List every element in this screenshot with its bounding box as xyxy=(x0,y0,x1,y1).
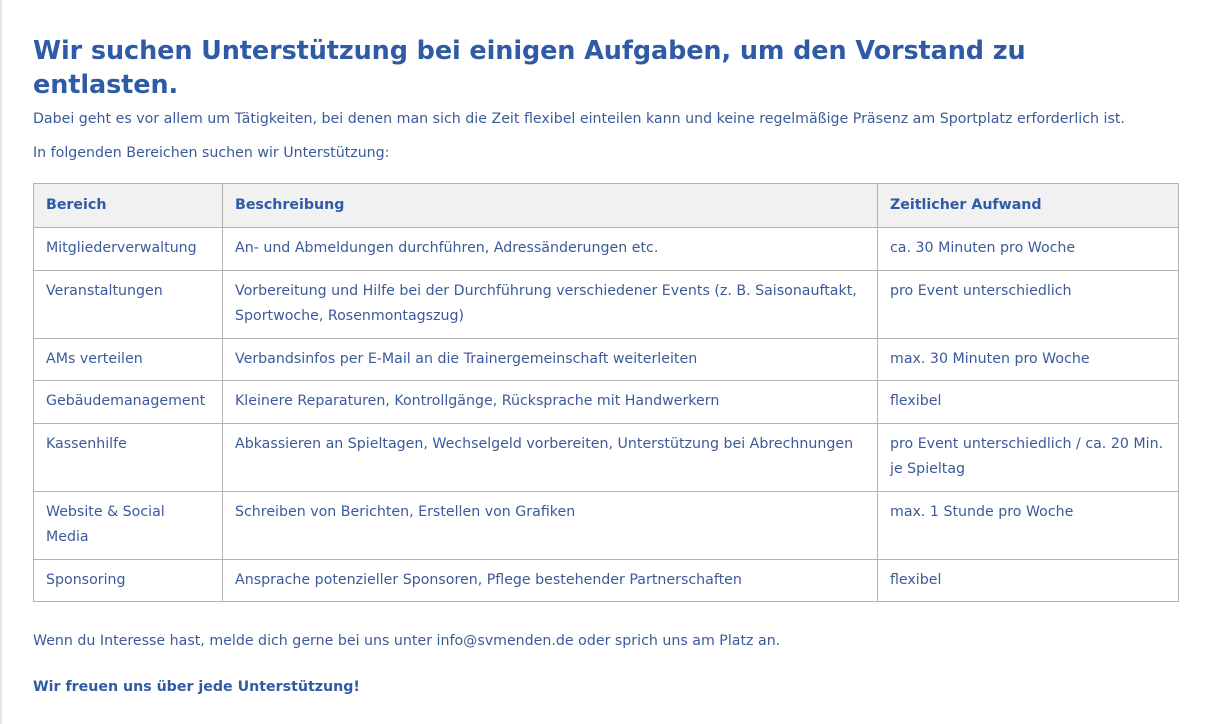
cell-beschreibung: Vorbereitung und Hilfe bei der Durchführung verschiedener Events (z. B. Saisonauftakt, Sportwoche, Rosenmontagszug) xyxy=(223,270,878,338)
lead-text: In folgenden Bereichen suchen wir Unterstützung: xyxy=(33,145,390,161)
cell-beschreibung: Ansprache potenzieller Sponsoren, Pflege bestehender Partnerschaften xyxy=(223,559,878,602)
header-bereich: Bereich xyxy=(34,184,223,228)
table-row xyxy=(34,381,1179,424)
header-beschreibung: Beschreibung xyxy=(223,184,878,228)
cell-bereich: Kassenhilfe xyxy=(34,423,223,491)
cell-bereich: Veranstaltungen xyxy=(34,270,223,338)
tasks-table xyxy=(33,183,1179,602)
cell-aufwand: flexibel xyxy=(878,381,1179,424)
left-border xyxy=(0,0,2,724)
table-row xyxy=(34,338,1179,381)
thanks-text: Wir freuen uns über jede Unterstützung! xyxy=(33,679,360,695)
table-row xyxy=(34,270,1179,338)
page-title: Wir suchen Unterstützung bei einigen Aufgaben, um den Vorstand zu entlasten. xyxy=(33,36,1026,100)
header-aufwand: Zeitlicher Aufwand xyxy=(878,184,1179,228)
cell-bereich: Gebäudemanagement xyxy=(34,381,223,424)
cell-aufwand: flexibel xyxy=(878,559,1179,602)
cell-beschreibung: Schreiben von Berichten, Erstellen von Grafiken xyxy=(223,491,878,559)
page-content xyxy=(33,34,1179,697)
cell-bereich: Mitgliederverwaltung xyxy=(34,228,223,271)
cell-beschreibung: An- und Abmeldungen durchführen, Adressänderungen etc. xyxy=(223,228,878,271)
cell-aufwand: max. 30 Minuten pro Woche xyxy=(878,338,1179,381)
cell-aufwand: ca. 30 Minuten pro Woche xyxy=(878,228,1179,271)
cell-bereich: Sponsoring xyxy=(34,559,223,602)
table-row xyxy=(34,228,1179,271)
intro-text: Dabei geht es vor allem um Tätigkeiten, bei denen man sich die Zeit flexibel einteilen kann und keine regelmäßige Präsenz am Sportplatz erforderlich ist. xyxy=(33,111,1125,127)
cell-aufwand: pro Event unterschiedlich xyxy=(878,270,1179,338)
cell-bereich: Website & Social Media xyxy=(34,491,223,559)
cell-beschreibung: Verbandsinfos per E-Mail an die Trainergemeinschaft weiterleiten xyxy=(223,338,878,381)
cell-beschreibung: Abkassieren an Spieltagen, Wechselgeld vorbereiten, Unterstützung bei Abrechnungen xyxy=(223,423,878,491)
contact-text: Wenn du Interesse hast, melde dich gerne bei uns unter info@svmenden.de oder sprich uns am Platz an. xyxy=(33,633,781,649)
table-row xyxy=(34,559,1179,602)
cell-aufwand: pro Event unterschiedlich / ca. 20 Min. je Spieltag xyxy=(878,423,1179,491)
cell-beschreibung: Kleinere Reparaturen, Kontrollgänge, Rücksprache mit Handwerkern xyxy=(223,381,878,424)
table-row xyxy=(34,423,1179,491)
cell-aufwand: max. 1 Stunde pro Woche xyxy=(878,491,1179,559)
cell-bereich: AMs verteilen xyxy=(34,338,223,381)
table-row xyxy=(34,491,1179,559)
table-header-row xyxy=(34,184,1179,228)
